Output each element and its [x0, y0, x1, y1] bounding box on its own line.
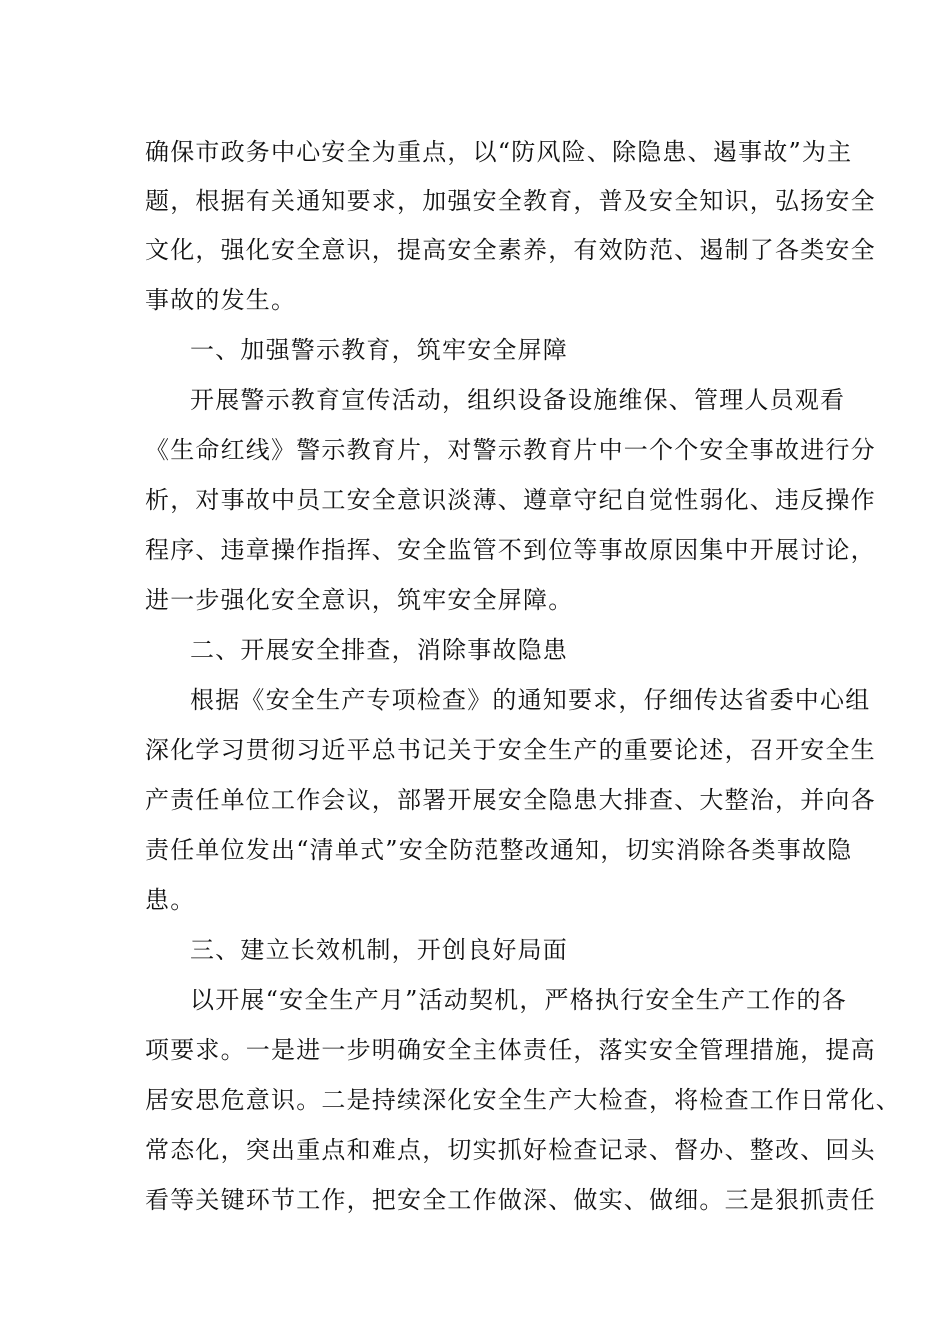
paragraph-line: 程序、违章操作指挥、安全监管不到位等事故原因集中开展讨论，: [145, 536, 876, 564]
paragraph-line: 责任单位发出“清单式”安全防范整改通知，切实消除各类事故隐: [145, 836, 853, 864]
section-heading-1: 一、加强警示教育，筑牢安全屏障: [190, 336, 568, 364]
paragraph-line: 常态化，突出重点和难点，切实抓好检查记录、督办、整改、回头: [145, 1136, 876, 1164]
paragraph-line: 居安思危意识。二是持续深化安全生产大检查，将检查工作日常化、: [145, 1086, 901, 1114]
paragraph-line: 《生命红线》警示教育片，对警示教育片中一个个安全事故进行分: [145, 436, 876, 464]
paragraph-line: 题，根据有关通知要求，加强安全教育，普及安全知识，弘扬安全: [145, 187, 876, 215]
paragraph-line: 事故的发生。: [145, 286, 297, 314]
paragraph-line: 根据《安全生产专项检查》的通知要求，仔细传达省委中心组: [190, 686, 871, 714]
paragraph-line: 文化，强化安全意识，提高安全素养，有效防范、遏制了各类安全: [145, 236, 876, 264]
paragraph-line: 项要求。一是进一步明确安全主体责任，落实安全管理措施，提高: [145, 1036, 876, 1064]
paragraph-line: 进一步强化安全意识，筑牢安全屏障。: [145, 586, 574, 614]
paragraph-line: 开展警示教育宣传活动，组织设备设施维保、管理人员观看: [190, 386, 846, 414]
paragraph-line: 析，对事故中员工安全意识淡薄、遵章守纪自觉性弱化、违反操作: [145, 486, 876, 514]
paragraph-line: 深化学习贯彻习近平总书记关于安全生产的重要论述，召开安全生: [145, 736, 876, 764]
paragraph-line: 看等关键环节工作，把安全工作做深、做实、做细。三是狠抓责任: [145, 1186, 876, 1214]
section-heading-2: 二、开展安全排查，消除事故隐患: [190, 636, 568, 664]
paragraph-line: 产责任单位工作会议，部署开展安全隐患大排查、大整治，并向各: [145, 786, 876, 814]
section-heading-3: 三、建立长效机制，开创良好局面: [190, 936, 568, 964]
paragraph-line: 以开展“安全生产月”活动契机，严格执行安全生产工作的各: [190, 986, 847, 1014]
paragraph-line: 确保市政务中心安全为重点，以“防风险、除隐患、遏事故”为主: [145, 138, 853, 166]
paragraph-line: 患。: [145, 886, 196, 914]
